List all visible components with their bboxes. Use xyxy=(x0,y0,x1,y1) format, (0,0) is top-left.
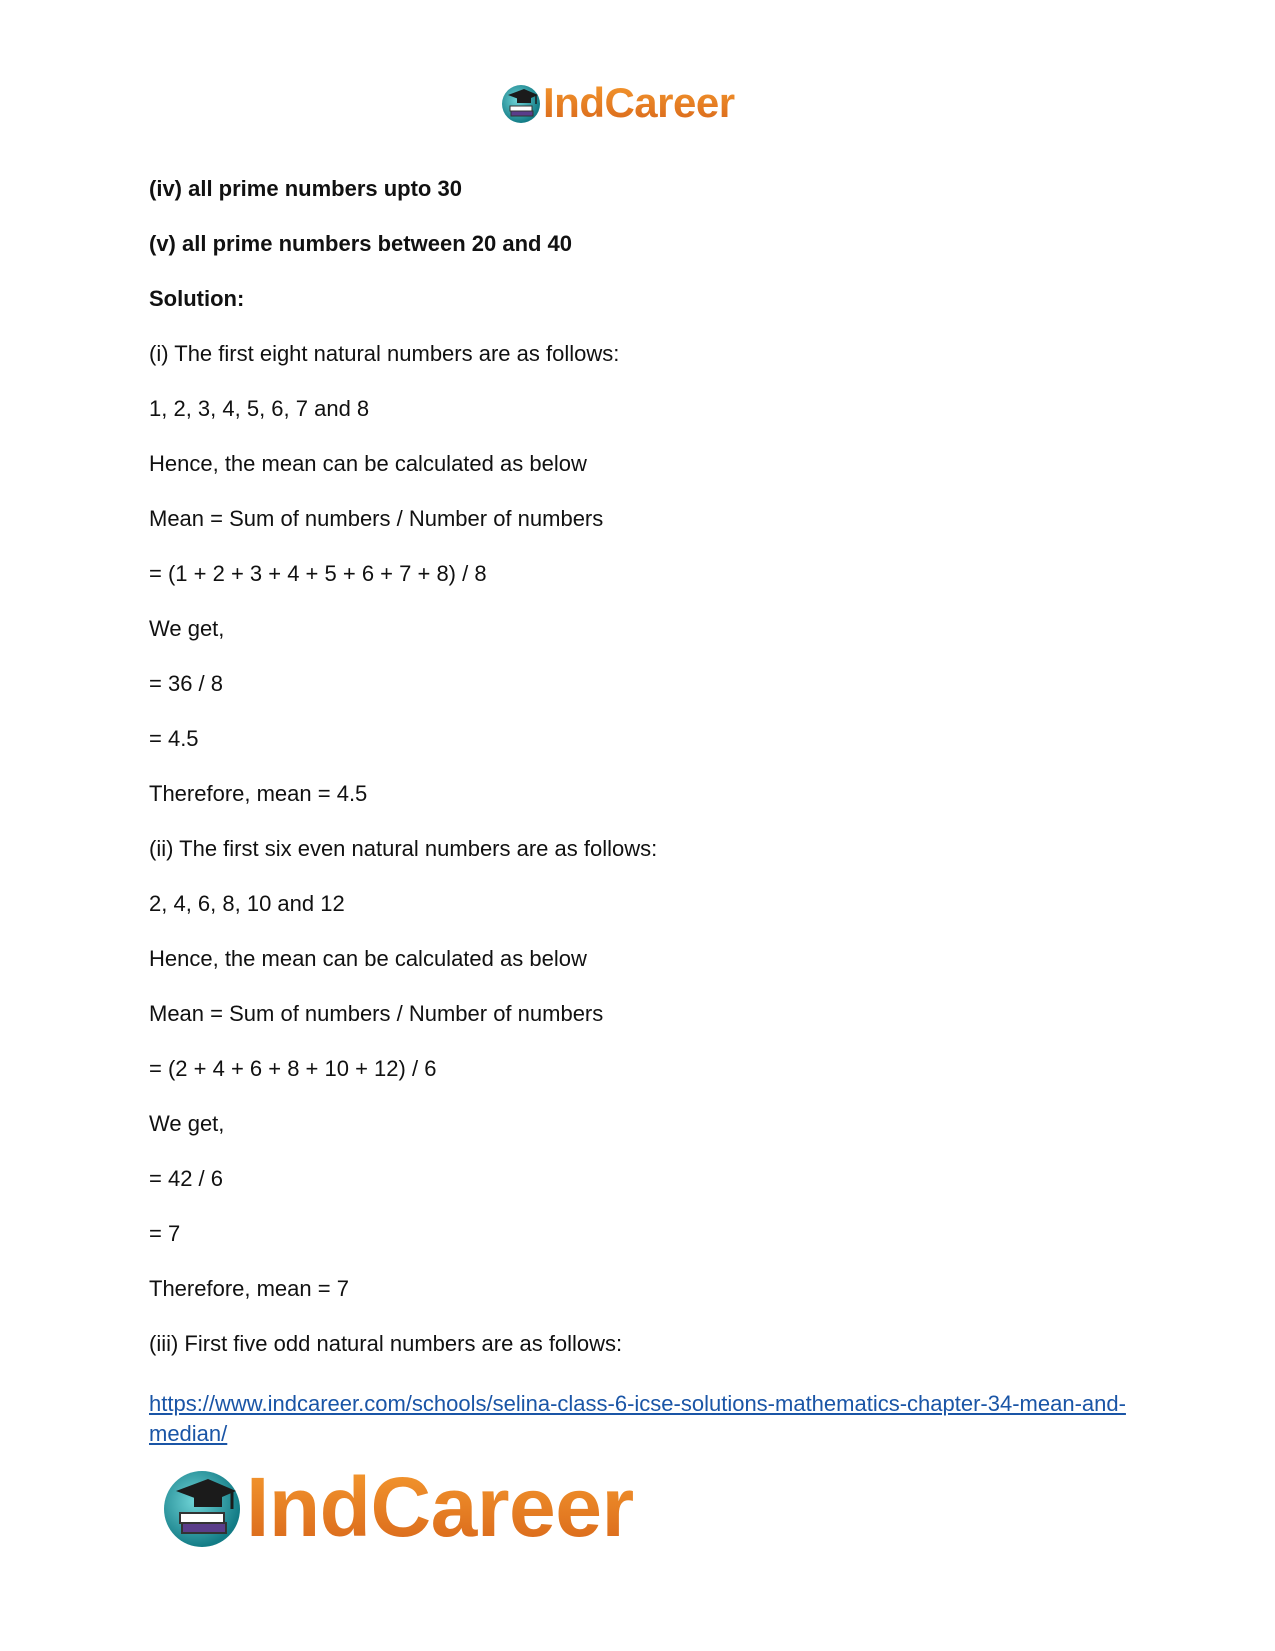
solution-line: = (1 + 2 + 3 + 4 + 5 + 6 + 7 + 8) / 8 xyxy=(149,561,487,586)
solution-line: Therefore, mean = 7 xyxy=(149,1276,349,1301)
header-logo xyxy=(500,80,735,126)
solution-line: (ii) The first six even natural numbers are as follows: xyxy=(149,836,658,861)
graduation-cap-globe-icon xyxy=(160,1465,244,1549)
solution-line: = 7 xyxy=(149,1221,181,1246)
solution-line: (iii) First five odd natural numbers are as follows: xyxy=(149,1331,623,1356)
solution-line: = 36 / 8 xyxy=(149,671,224,696)
question-v: (v) all prime numbers between 20 and 40 xyxy=(149,231,573,256)
question-iv: (iv) all prime numbers upto 30 xyxy=(149,176,462,201)
footer-source-link[interactable]: https://www.indcareer.com/schools/selina-class-6-icse-solutions-mathematics-chapter-34-mean-and-median/ xyxy=(149,1391,1126,1446)
footer-logo xyxy=(160,1462,634,1552)
document-body xyxy=(149,176,1129,1386)
header-logo-text: IndCareer xyxy=(543,79,735,126)
solution-line: Mean = Sum of numbers / Number of numbers xyxy=(149,1001,604,1026)
footer-logo-text: IndCareer xyxy=(246,1460,634,1554)
solution-heading: Solution: xyxy=(149,286,245,311)
solution-line: We get, xyxy=(149,616,225,641)
solution-line: We get, xyxy=(149,1111,225,1136)
solution-line: Hence, the mean can be calculated as below xyxy=(149,451,587,476)
solution-line: = 4.5 xyxy=(149,726,199,751)
solution-line: Hence, the mean can be calculated as below xyxy=(149,946,587,971)
solution-line: Mean = Sum of numbers / Number of numbers xyxy=(149,506,604,531)
graduation-cap-globe-icon xyxy=(500,82,542,124)
solution-line: 1, 2, 3, 4, 5, 6, 7 and 8 xyxy=(149,396,370,421)
solution-line: 2, 4, 6, 8, 10 and 12 xyxy=(149,891,345,916)
solution-line: = 42 / 6 xyxy=(149,1166,224,1191)
solution-line: (i) The first eight natural numbers are as follows: xyxy=(149,341,620,366)
solution-line: Therefore, mean = 4.5 xyxy=(149,781,368,806)
solution-line: = (2 + 4 + 6 + 8 + 10 + 12) / 6 xyxy=(149,1056,437,1081)
